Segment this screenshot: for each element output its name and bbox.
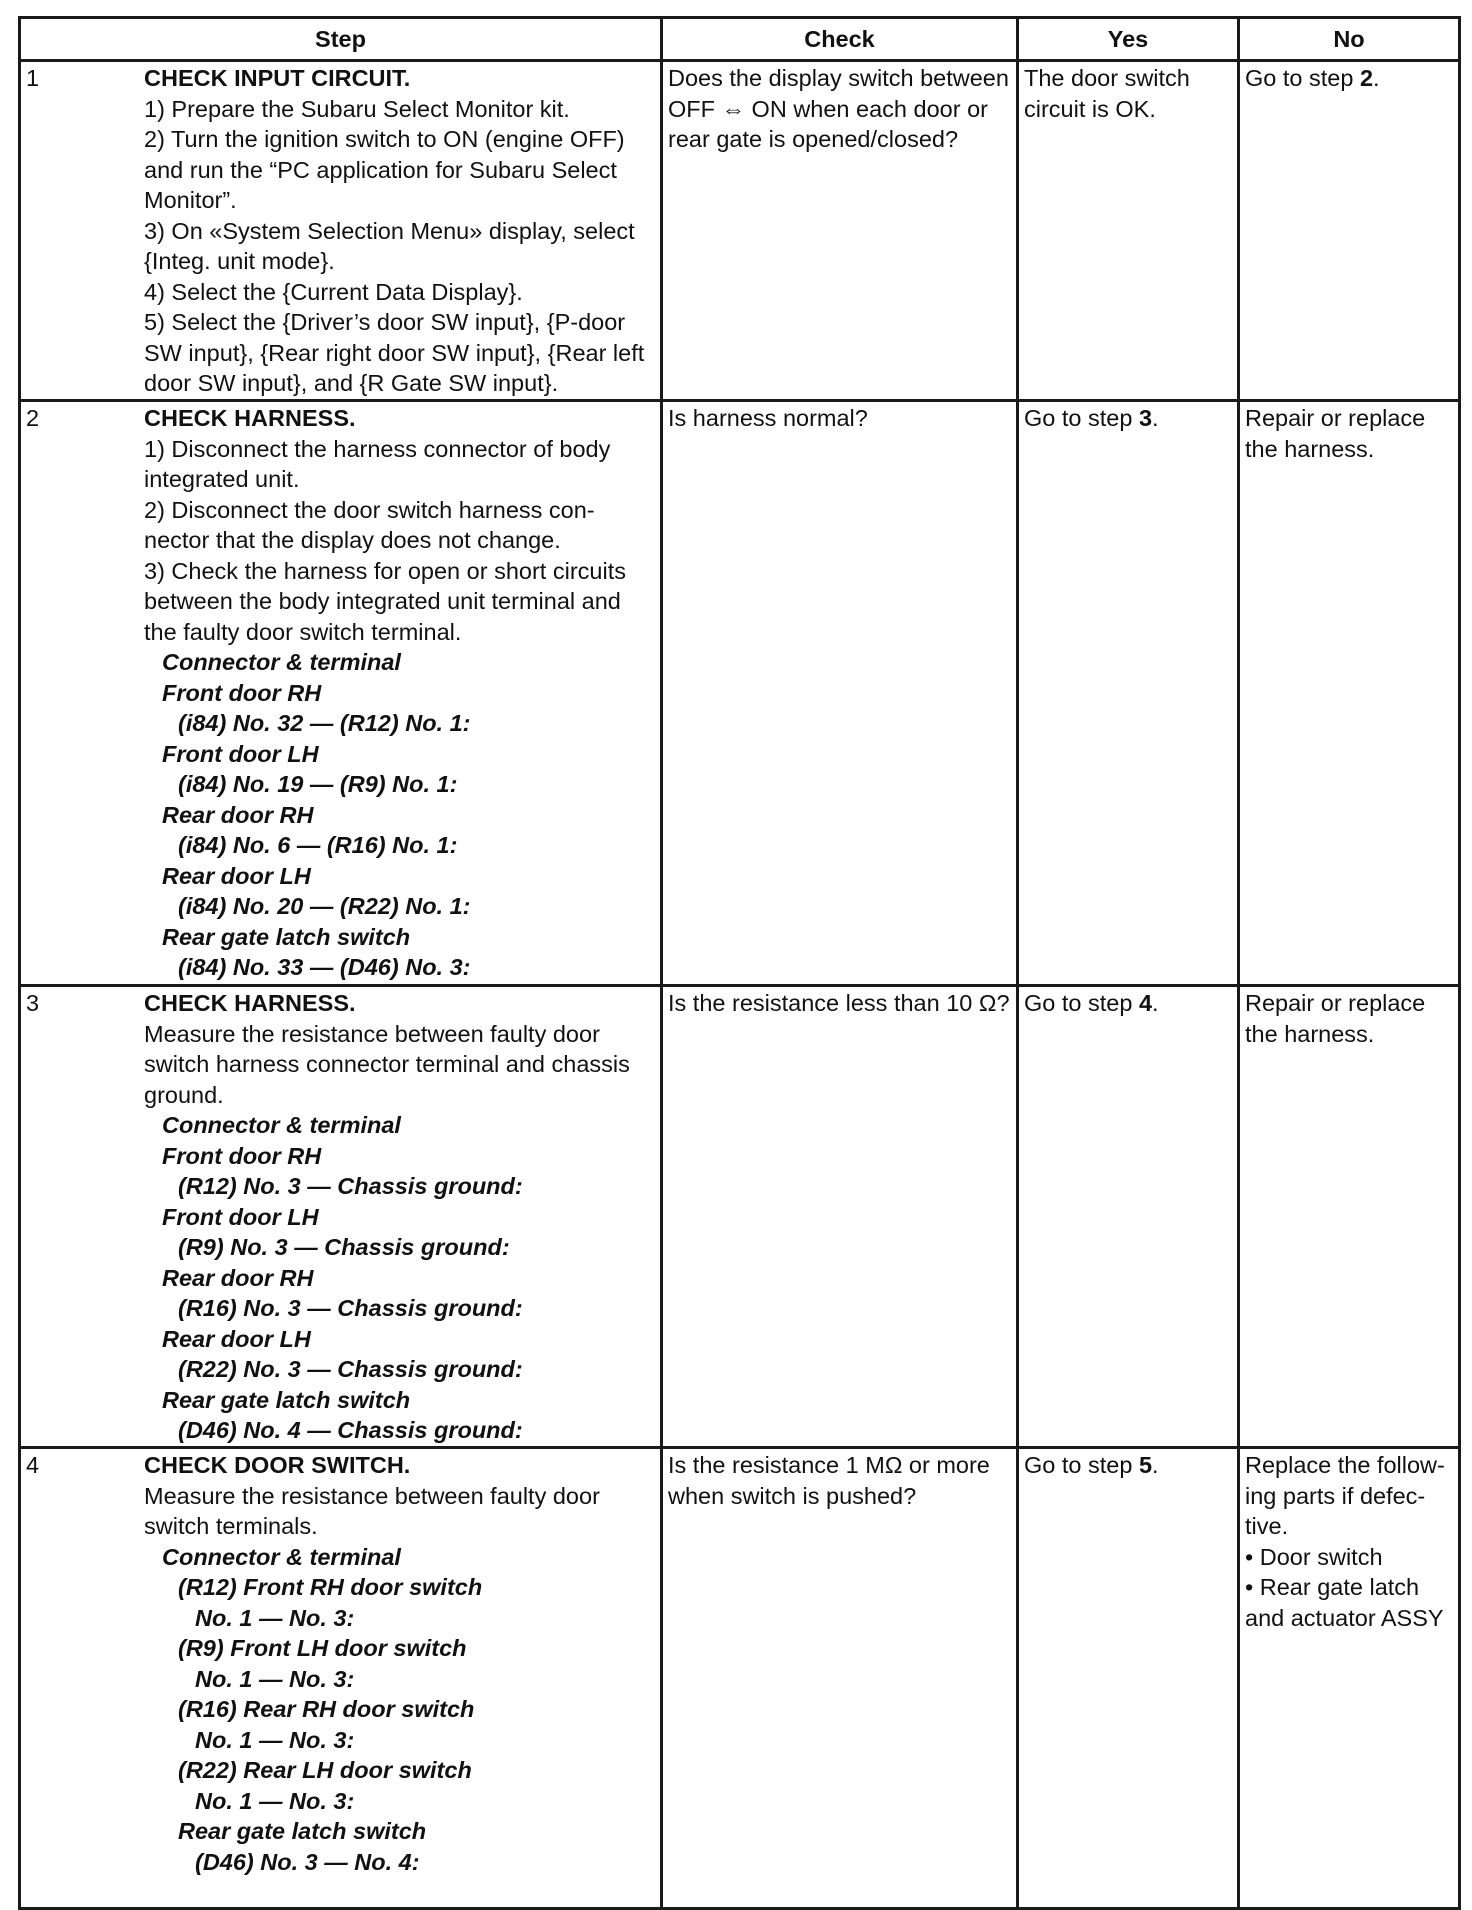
connector-label: Rear door RH	[162, 1264, 314, 1291]
table-row	[20, 401, 1460, 986]
connector-label: Front door LH	[162, 1203, 319, 1230]
connector-label: Rear door LH	[162, 1325, 311, 1352]
table-row	[20, 61, 1460, 401]
connector-terminal: (i84) No. 33 — (D46) No. 3:	[178, 954, 471, 980]
step-cell	[20, 1448, 662, 1909]
no-cell	[1239, 61, 1460, 401]
yes-cell	[1018, 1448, 1239, 1909]
step-instruction: 3) Check the harness for open or short circuits between the body integrated unit terminal and the faulty door switch terminal.	[144, 557, 626, 645]
step-number: 3	[26, 990, 40, 1016]
connector-terminal: (i84) No. 32 — (R12) No. 1:	[178, 710, 471, 736]
step-number: 1	[26, 65, 40, 91]
no-cell	[1239, 1448, 1460, 1909]
connector-label: (R9) Front LH door switch	[178, 1635, 467, 1661]
diagnostic-procedure-table	[18, 16, 1461, 1910]
step-cell	[20, 401, 662, 986]
check-cell: Is the resistance less than 10 Ω?	[662, 986, 1018, 1448]
connector-label: Front door RH	[162, 1142, 322, 1169]
connector-terminal: No. 1 — No. 3:	[195, 1726, 355, 1753]
step-title: CHECK HARNESS.	[144, 405, 356, 431]
yes-text: Go to step	[1024, 1452, 1139, 1478]
no-cell: Repair or replace the harness.	[1239, 986, 1460, 1448]
step-instruction: 5) Select the {Driver’s door SW input}, {P-door SW input}, {Rear right door SW input}, {Rear left door SW input}, and {R Gate SW input}.	[144, 309, 645, 396]
step-title: CHECK HARNESS.	[144, 990, 356, 1016]
step-reference: 4	[1138, 990, 1153, 1016]
yes-cell	[1018, 986, 1239, 1448]
connector-terminal: (i84) No. 19 — (R9) No. 1:	[178, 771, 458, 797]
connector-heading: Connector & terminal	[162, 1543, 401, 1570]
connector-label: (R22) Rear LH door switch	[178, 1757, 472, 1783]
connector-terminal: (R22) No. 3 — Chassis ground:	[178, 1356, 523, 1382]
yes-text-suffix: .	[1152, 990, 1159, 1016]
connector-label: Rear gate latch switch	[162, 923, 411, 950]
check-cell: Is harness normal?	[662, 401, 1018, 986]
step-reference: 2	[1359, 65, 1374, 91]
no-text: Go to step	[1245, 65, 1360, 91]
step-instruction: 1) Prepare the Subaru Select Monitor kit.	[144, 95, 570, 122]
connector-heading: Connector & terminal	[162, 649, 401, 675]
table-row	[20, 1448, 1460, 1909]
yes-cell	[1018, 401, 1239, 986]
yes-text-suffix: .	[1152, 405, 1159, 431]
header-no: No	[1239, 18, 1460, 61]
step-instruction: 2) Disconnect the door switch harness con-nector that the display does not change.	[144, 496, 595, 553]
check-cell: Does the display switch between OFF ⇔ ON when each door or rear gate is opened/closed?	[662, 61, 1018, 401]
connector-label: (R12) Front RH door switch	[178, 1574, 483, 1600]
part-list-item: • Rear gate latch and actuator ASSY	[1245, 1574, 1444, 1631]
connector-terminal: (R16) No. 3 — Chassis ground:	[178, 1295, 523, 1321]
connector-label: Front door RH	[162, 679, 322, 706]
connector-terminal: (i84) No. 20 — (R22) No. 1:	[178, 893, 471, 919]
connector-label: Front door LH	[162, 740, 319, 767]
connector-terminal: No. 1 — No. 3:	[195, 1604, 355, 1631]
connector-terminal: (i84) No. 6 — (R16) No. 1:	[178, 832, 458, 858]
step-instruction: 4) Select the {Current Data Display}.	[144, 278, 523, 305]
step-cell	[20, 61, 662, 401]
table-row	[20, 986, 1460, 1448]
connector-terminal: (D46) No. 4 — Chassis ground:	[178, 1417, 523, 1443]
step-instruction: Measure the resistance between faulty door switch harness connector terminal and chassis ground.	[144, 1020, 630, 1108]
check-cell: Is the resistance 1 MΩ or more when switch is pushed?	[662, 1448, 1018, 1909]
connector-terminal: (R12) No. 3 — Chassis ground:	[178, 1173, 523, 1199]
step-instruction: Measure the resistance between faulty door switch terminals.	[144, 1482, 600, 1539]
connector-label: Rear gate latch switch	[162, 1386, 411, 1413]
header-check: Check	[662, 18, 1018, 61]
no-cell: Repair or replace the harness.	[1239, 401, 1460, 986]
step-reference: 3	[1138, 405, 1153, 431]
step-cell	[20, 986, 662, 1448]
step-title: CHECK DOOR SWITCH.	[144, 1452, 411, 1478]
yes-text-suffix: .	[1152, 1452, 1159, 1478]
connector-terminal: No. 1 — No. 3:	[195, 1665, 355, 1692]
yes-cell: The door switch circuit is OK.	[1018, 61, 1239, 401]
no-text: Replace the follow-ing parts if defec-tive.	[1245, 1452, 1445, 1539]
step-instruction: 2) Turn the ignition switch to ON (engine OFF) and run the “PC application for Subaru Select Monitor”.	[144, 126, 625, 213]
connector-terminal: No. 1 — No. 3:	[195, 1787, 355, 1814]
step-number: 2	[26, 405, 40, 431]
connector-heading: Connector & terminal	[162, 1112, 401, 1138]
step-title: CHECK INPUT CIRCUIT.	[144, 65, 411, 91]
yes-text: Go to step	[1024, 405, 1139, 431]
connector-label: Rear door LH	[162, 862, 311, 889]
step-instruction: 1) Disconnect the harness connector of body integrated unit.	[144, 435, 611, 492]
header-yes: Yes	[1018, 18, 1239, 61]
connector-label: (R16) Rear RH door switch	[178, 1696, 475, 1722]
connector-label: Rear door RH	[162, 801, 314, 828]
step-number: 4	[26, 1452, 40, 1478]
connector-label: Rear gate latch switch	[178, 1818, 427, 1844]
no-text-suffix: .	[1373, 65, 1380, 91]
header-step: Step	[20, 18, 662, 61]
header-row	[20, 18, 1460, 61]
step-instruction: 3) On «System Selection Menu» display, select {Integ. unit mode}.	[144, 217, 635, 274]
connector-terminal: (R9) No. 3 — Chassis ground:	[178, 1234, 510, 1260]
step-reference: 5	[1138, 1452, 1153, 1478]
yes-text: Go to step	[1024, 990, 1139, 1016]
connector-terminal: (D46) No. 3 — No. 4:	[195, 1848, 420, 1875]
part-list-item: • Door switch	[1245, 1543, 1383, 1570]
